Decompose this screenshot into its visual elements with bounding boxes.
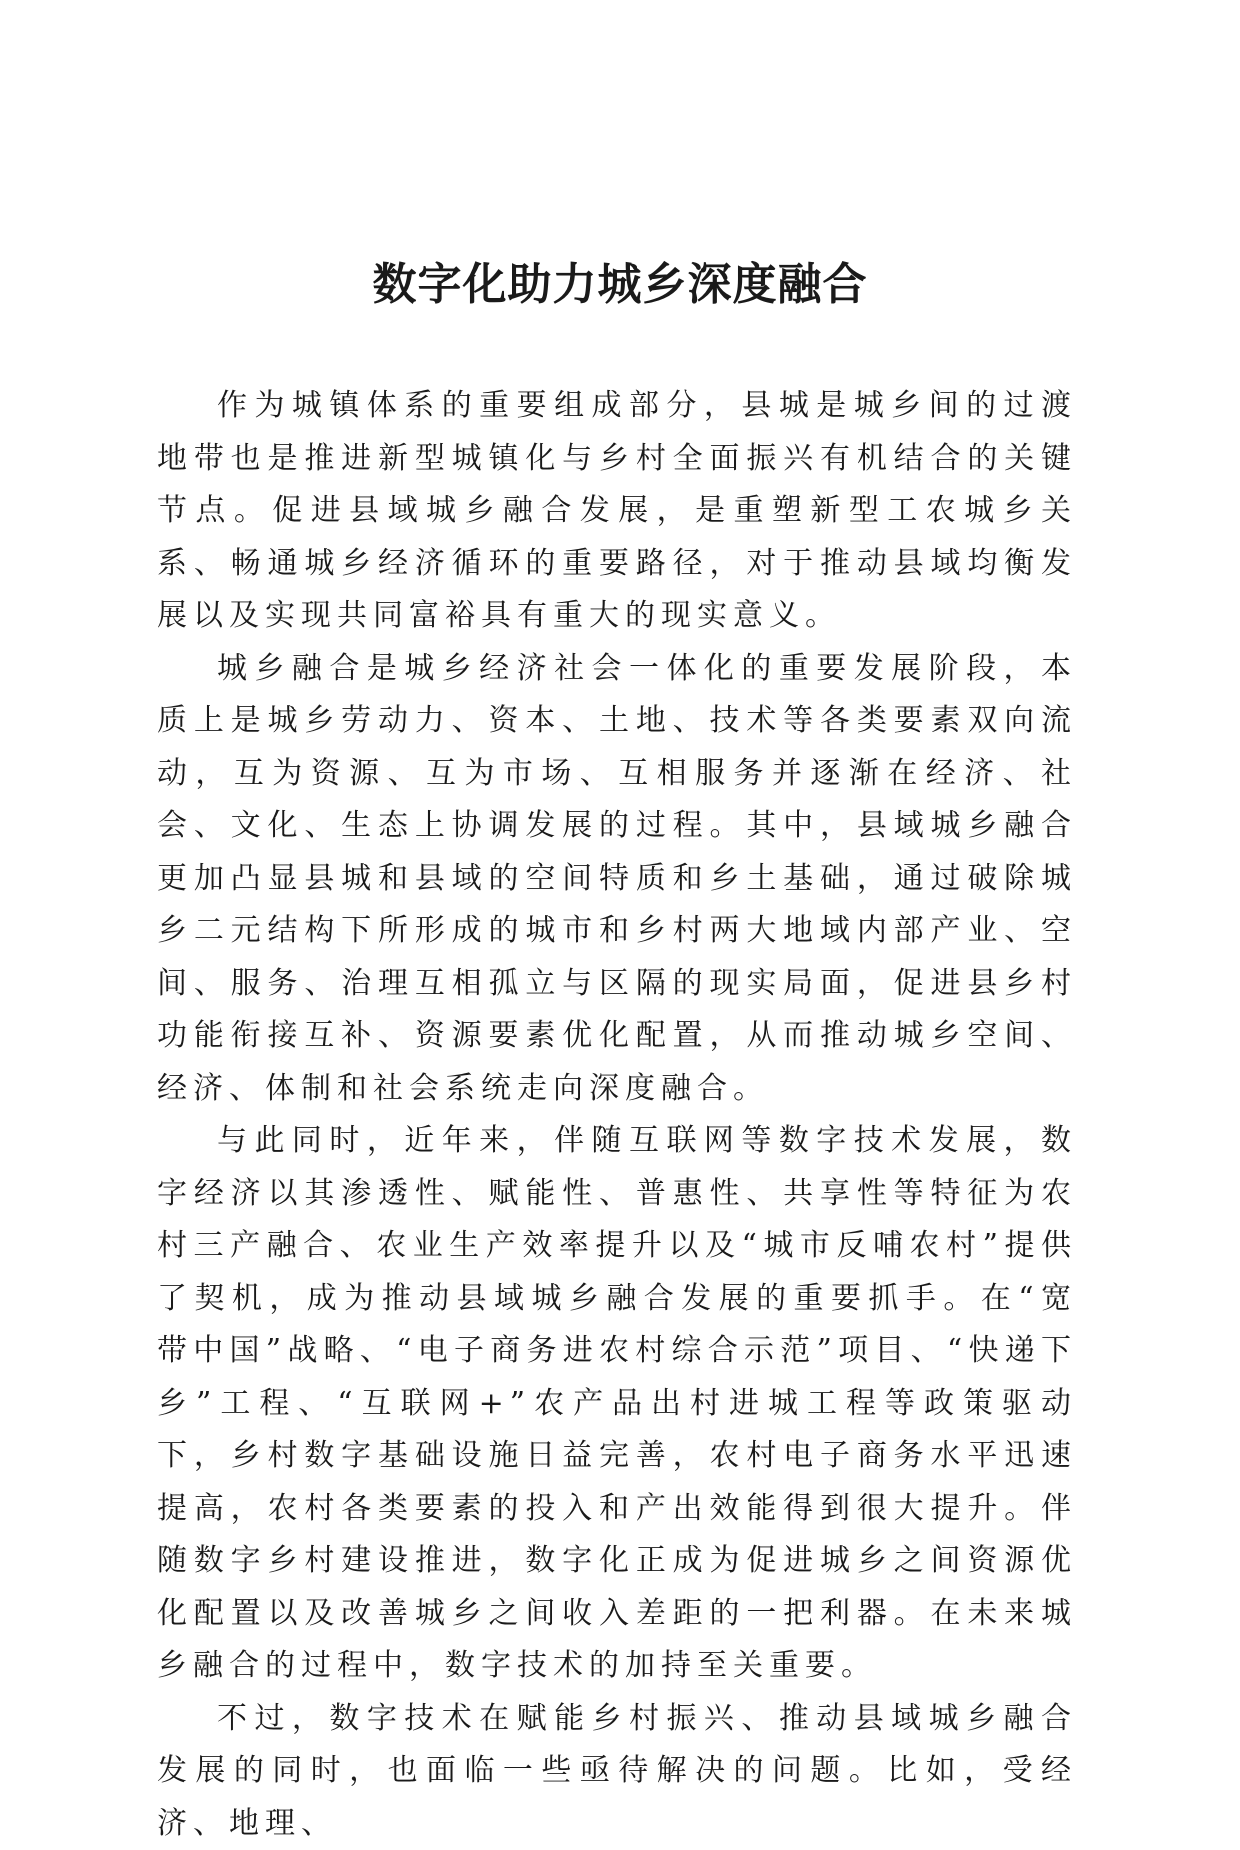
document-body: [157, 380, 1077, 1850]
paragraph-4: 不过，数字技术在赋能乡村振兴、推动县域城乡融合发展的同时，也面临一些亟待解决的问题。比如，受经济、地理、: [157, 1693, 1077, 1850]
paragraph-1: 作为城镇体系的重要组成部分，县城是城乡间的过渡地带也是推进新型城镇化与乡村全面振兴有机结合的关键节点。促进县域城乡融合发展，是重塑新型工农城乡关系、畅通城乡经济循环的重要路径，对于推动县域均衡发展以及实现共同富裕具有重大的现实意义。: [157, 380, 1077, 643]
document-title: 数字化助力城乡深度融合: [0, 255, 1240, 315]
paragraph-2: 城乡融合是城乡经济社会一体化的重要发展阶段，本质上是城乡劳动力、资本、土地、技术等各类要素双向流动，互为资源、互为市场、互相服务并逐渐在经济、社会、文化、生态上协调发展的过程。其中，县域城乡融合更加凸显县城和县域的空间特质和乡土基础，通过破除城乡二元结构下所形成的城市和乡村两大地域内部产业、空间、服务、治理互相孤立与区隔的现实局面，促进县乡村功能衔接互补、资源要素优化配置，从而推动城乡空间、经济、体制和社会系统走向深度融合。: [157, 643, 1077, 1116]
paragraph-3: 与此同时，近年来，伴随互联网等数字技术发展，数字经济以其渗透性、赋能性、普惠性、共享性等特征为农村三产融合、农业生产效率提升以及“城市反哺农村”提供了契机，成为推动县域城乡融合发展的重要抓手。在“宽带中国”战略、“电子商务进农村综合示范”项目、“快递下乡”工程、“互联网+”农产品出村进城工程等政策驱动下，乡村数字基础设施日益完善，农村电子商务水平迅速提高，农村各类要素的投入和产出效能得到很大提升。伴随数字乡村建设推进，数字化正成为促进城乡之间资源优化配置以及改善城乡之间收入差距的一把利器。在未来城乡融合的过程中，数字技术的加持至关重要。: [157, 1115, 1077, 1693]
